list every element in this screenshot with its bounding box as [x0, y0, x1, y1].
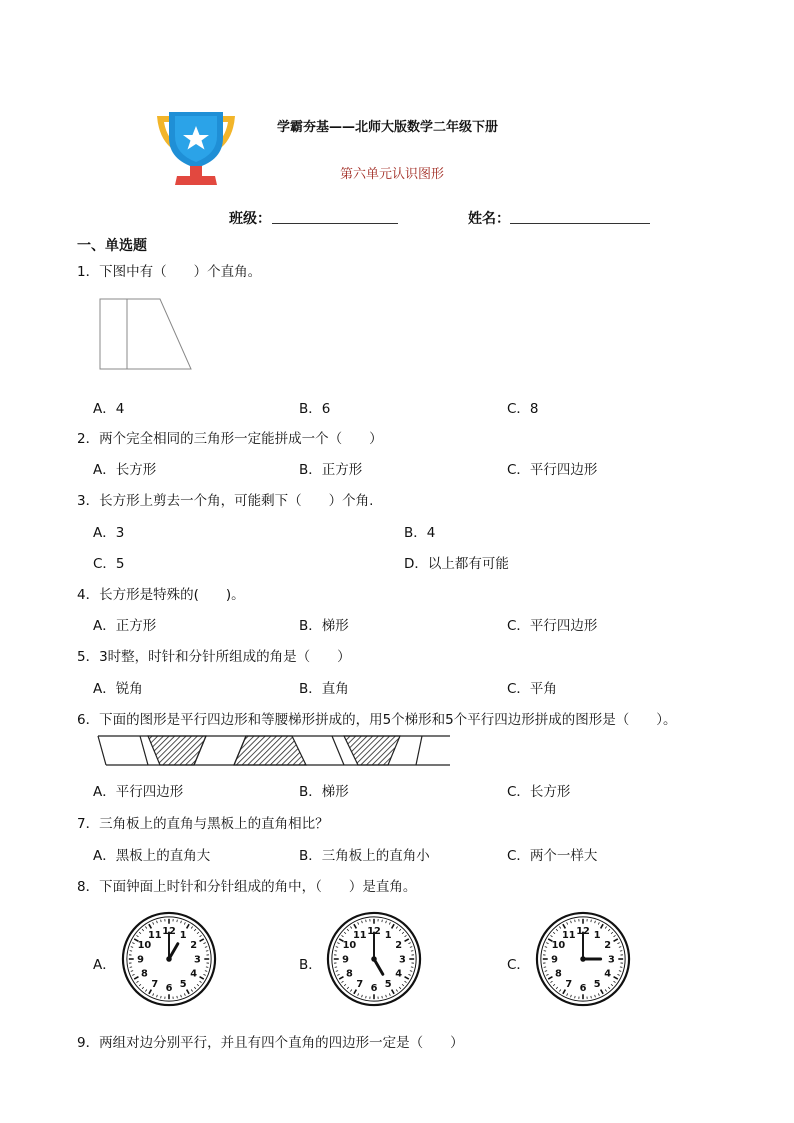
question-1-text: 1．下图中有（ ）个直角。	[77, 264, 262, 280]
clock-tick	[191, 990, 192, 992]
clock-tick	[546, 974, 548, 975]
clock-tick	[550, 981, 552, 982]
question-4-text: 4．长方形是特殊的( )。	[77, 587, 245, 603]
question-6-text: 6．下面的图形是平行四边形和等腰梯形拼成的，用5个梯形和5个平行四边形拼成的图形是（ ）。	[77, 712, 677, 728]
clock-tick	[411, 951, 413, 952]
class-field[interactable]	[272, 223, 398, 224]
clock-tick	[184, 922, 185, 924]
clock-tick	[611, 984, 613, 986]
clock-tick	[619, 971, 621, 972]
name-label: 姓名：	[468, 211, 510, 227]
clock-tick	[595, 921, 596, 923]
clock-number: 5	[179, 979, 187, 991]
clock-tick	[620, 951, 622, 952]
clock-number: 4	[604, 968, 612, 980]
clock-tick	[197, 984, 199, 986]
clock-number: 6	[370, 982, 378, 994]
clock-tick	[563, 924, 565, 928]
clock-tick	[617, 943, 619, 944]
q3-option-c[interactable]: C．5	[93, 556, 125, 572]
clock-number: 7	[151, 979, 159, 991]
clock-tick	[399, 987, 401, 989]
clock-tick	[203, 943, 205, 944]
clock-tick	[559, 990, 560, 992]
clock-face-b	[325, 910, 423, 1008]
q8-option-b[interactable]: B．	[299, 957, 322, 973]
clock-tick	[396, 990, 397, 992]
q3-option-b[interactable]: B．4	[404, 525, 436, 541]
question-2-text: 2．两个完全相同的三角形一定能拼成一个（ ）	[77, 431, 383, 447]
clock-number: 6	[165, 982, 173, 994]
clock-number: 8	[345, 968, 353, 980]
name-field[interactable]	[510, 223, 650, 224]
clock-tick	[408, 943, 410, 944]
clock-tick	[614, 935, 616, 936]
clock-tick	[405, 939, 409, 941]
clock-tick	[145, 926, 146, 928]
clock-tick	[336, 971, 338, 972]
clock-tick	[575, 920, 576, 922]
clock-tick	[200, 939, 204, 941]
clock-number: 5	[384, 979, 392, 991]
clock-number: 11	[352, 929, 367, 941]
clock-number: 11	[147, 929, 162, 941]
clock-tick	[405, 977, 409, 979]
clock-tick	[386, 921, 387, 923]
q7-option-a[interactable]: A．黑板上的直角大	[93, 848, 211, 864]
clock-tick	[546, 943, 548, 944]
q3-option-a[interactable]: A．3	[93, 525, 125, 541]
clock-number: 4	[395, 968, 403, 980]
clock-tick	[389, 922, 390, 924]
q5-option-b[interactable]: B．直角	[299, 681, 349, 697]
clock-tick	[544, 967, 546, 968]
clock-tick	[187, 990, 189, 994]
q3-option-d[interactable]: D．以上都有可能	[404, 556, 509, 572]
clock-tick	[392, 924, 394, 928]
clock-number: 2	[604, 940, 612, 952]
clock-tick	[408, 974, 410, 975]
clock-tick	[145, 990, 146, 992]
clock-tick	[197, 932, 199, 934]
clock-tick	[545, 947, 547, 948]
clock-tick	[556, 987, 558, 989]
clock-number: 4	[190, 968, 198, 980]
clock-number: 6	[579, 982, 587, 994]
clock-tick	[382, 996, 383, 998]
q5-option-a[interactable]: A．锐角	[93, 681, 143, 697]
q7-option-c[interactable]: C．两个一样大	[507, 848, 598, 864]
clock-tick	[136, 935, 138, 936]
clock-tick	[402, 932, 404, 934]
clock-tick	[130, 951, 132, 952]
clock-center	[580, 956, 585, 961]
clock-tick	[405, 935, 407, 936]
q4-option-c[interactable]: C．平行四边形	[507, 618, 598, 634]
clock-tick	[205, 971, 207, 972]
clock-tick	[358, 993, 359, 995]
clock-tick	[567, 993, 568, 995]
clock-tick	[556, 929, 558, 931]
clock-tick	[550, 935, 552, 936]
clock-number: 1	[593, 929, 601, 941]
clock-tick	[544, 951, 546, 952]
q6-option-b[interactable]: B．梯形	[299, 784, 349, 800]
clock-tick	[366, 920, 367, 922]
clock-tick	[591, 920, 592, 922]
clock-tick	[608, 987, 610, 989]
clock-tick	[611, 932, 613, 934]
clock-tick	[614, 977, 618, 979]
clock-number: 3	[399, 954, 406, 966]
clock-tick	[411, 967, 413, 968]
clock-tick	[200, 981, 202, 982]
clock-tick	[410, 947, 412, 948]
clock-number: 10	[551, 940, 566, 952]
clock-tick	[362, 995, 363, 997]
clock-number: 10	[137, 940, 152, 952]
clock-tick	[341, 935, 343, 936]
clock-tick	[614, 939, 618, 941]
clock-tick	[203, 974, 205, 975]
clock-tick	[567, 922, 568, 924]
clock-center	[371, 956, 376, 961]
clock-tick	[617, 974, 619, 975]
clock-number: 7	[565, 979, 573, 991]
question-7-text: 7．三角板上的直角与黑板上的直角相比？	[77, 816, 329, 832]
q2-option-a[interactable]: A．长方形	[93, 462, 157, 478]
worksheet-title: 学霸夯基——北师大版数学二年级下册	[277, 120, 499, 135]
clock-tick	[149, 924, 151, 928]
clock-tick	[184, 993, 185, 995]
clock-tick	[350, 926, 351, 928]
clock-tick	[132, 943, 134, 944]
clock-tick	[553, 984, 555, 986]
clock-tick	[136, 981, 138, 982]
clock-tick	[132, 974, 134, 975]
clock-tick	[336, 947, 338, 948]
q8-option-a[interactable]: A．	[93, 957, 116, 973]
question-5-text: 5．3时整，时针和分针所组成的角是（ ）	[77, 649, 351, 665]
clock-number: 3	[194, 954, 201, 966]
clock-tick	[396, 926, 397, 928]
clock-tick	[177, 996, 178, 998]
q1-option-c[interactable]: C．8	[507, 401, 539, 417]
clock-tick	[354, 990, 356, 994]
clock-tick	[142, 987, 144, 989]
clock-tick	[142, 929, 144, 931]
clock-tick	[153, 993, 154, 995]
q7-option-b[interactable]: B．三角板上的直角小	[299, 848, 430, 864]
clock-tick	[601, 990, 603, 994]
clock-number: 8	[140, 968, 148, 980]
clock-number: 2	[395, 940, 403, 952]
clock-tick	[619, 947, 621, 948]
clock-tick	[206, 967, 208, 968]
q5-option-c[interactable]: C．平角	[507, 681, 557, 697]
clock-number: 5	[593, 979, 601, 991]
trapezoid-figure	[99, 298, 193, 372]
clock-tick	[402, 984, 404, 986]
clock-tick	[131, 971, 133, 972]
clock-tick	[139, 984, 141, 986]
clock-tick	[366, 996, 367, 998]
clock-tick	[157, 995, 158, 997]
question-3-text: 3．长方形上剪去一个角，可能剩下（ ）个角.	[77, 493, 374, 509]
clock-tick	[205, 947, 207, 948]
clock-tick	[341, 981, 343, 982]
worksheet-subtitle: 第六单元认识图形	[340, 167, 445, 182]
clock-tick	[161, 920, 162, 922]
clock-tick	[358, 922, 359, 924]
clock-tick	[157, 921, 158, 923]
clock-tick	[601, 924, 603, 928]
clock-number: 9	[137, 954, 144, 966]
q4-option-a[interactable]: A．正方形	[93, 618, 157, 634]
q2-option-c[interactable]: C．平行四边形	[507, 462, 598, 478]
clock-tick	[335, 951, 337, 952]
clock-tick	[399, 929, 401, 931]
clock-tick	[339, 977, 343, 979]
class-label: 班级：	[229, 211, 271, 227]
clock-number: 10	[342, 940, 357, 952]
clock-number: 12	[367, 926, 381, 938]
clock-tick	[598, 922, 599, 924]
clock-tick	[571, 921, 572, 923]
clock-tick	[344, 932, 346, 934]
clock-tick	[347, 929, 349, 931]
clock-number: 12	[576, 926, 590, 938]
clock-number: 9	[342, 954, 349, 966]
clock-tick	[605, 926, 606, 928]
clock-number: 7	[356, 979, 364, 991]
clock-tick	[410, 971, 412, 972]
trophy-logo	[155, 108, 237, 188]
clock-tick	[153, 922, 154, 924]
clock-tick	[337, 974, 339, 975]
clock-tick	[181, 921, 182, 923]
clock-tick	[605, 990, 606, 992]
clock-tick	[620, 967, 622, 968]
clock-tick	[559, 926, 560, 928]
clock-tick	[553, 932, 555, 934]
clock-tick	[200, 977, 204, 979]
clock-tick	[591, 996, 592, 998]
clock-tick	[131, 947, 133, 948]
clock-number: 1	[179, 929, 187, 941]
clock-tick	[134, 977, 138, 979]
clock-tick	[386, 995, 387, 997]
clock-tick	[139, 932, 141, 934]
clock-tick	[181, 995, 182, 997]
q1-option-b[interactable]: B．6	[299, 401, 331, 417]
clock-tick	[194, 987, 196, 989]
clock-tick	[354, 924, 356, 928]
tiled-shapes-strip	[96, 735, 452, 767]
clock-tick	[571, 995, 572, 997]
clock-number: 3	[608, 954, 615, 966]
clock-tick	[191, 926, 192, 928]
clock-number: 9	[551, 954, 558, 966]
clock-tick	[149, 990, 151, 994]
section-title: 一、单选题	[77, 238, 147, 254]
q8-option-c[interactable]: C．	[507, 957, 530, 973]
clock-tick	[548, 977, 552, 979]
clock-tick	[575, 996, 576, 998]
clock-number: 8	[554, 968, 562, 980]
clock-tick	[392, 990, 394, 994]
clock-tick	[405, 981, 407, 982]
clock-tick	[200, 935, 202, 936]
q6-option-c[interactable]: C．长方形	[507, 784, 571, 800]
q6-option-a[interactable]: A．平行四边形	[93, 784, 184, 800]
clock-tick	[130, 967, 132, 968]
clock-tick	[389, 993, 390, 995]
question-8-text: 8．下面钟面上时针和分针组成的角中，（ ）是直角。	[77, 879, 417, 895]
clock-tick	[161, 996, 162, 998]
clock-tick	[194, 929, 196, 931]
clock-center	[166, 956, 171, 961]
clock-face-a	[120, 910, 218, 1008]
q4-option-b[interactable]: B．梯形	[299, 618, 349, 634]
clock-tick	[595, 995, 596, 997]
clock-tick	[350, 990, 351, 992]
clock-number: 11	[561, 929, 576, 941]
clock-tick	[608, 929, 610, 931]
clock-tick	[177, 920, 178, 922]
clock-tick	[337, 943, 339, 944]
clock-tick	[563, 990, 565, 994]
clock-tick	[206, 951, 208, 952]
clock-tick	[614, 981, 616, 982]
clock-number: 12	[162, 926, 176, 938]
q1-option-a[interactable]: A．4	[93, 401, 125, 417]
clock-tick	[344, 984, 346, 986]
clock-number: 2	[190, 940, 198, 952]
q2-option-b[interactable]: B．正方形	[299, 462, 363, 478]
clock-tick	[598, 993, 599, 995]
clock-number: 1	[384, 929, 392, 941]
clock-tick	[187, 924, 189, 928]
clock-tick	[362, 921, 363, 923]
clock-tick	[335, 967, 337, 968]
clock-tick	[545, 971, 547, 972]
clock-face-c	[534, 910, 632, 1008]
question-9-text: 9．两组对边分别平行，并且有四个直角的四边形一定是（ ）	[77, 1035, 464, 1051]
clock-tick	[382, 920, 383, 922]
clock-tick	[347, 987, 349, 989]
